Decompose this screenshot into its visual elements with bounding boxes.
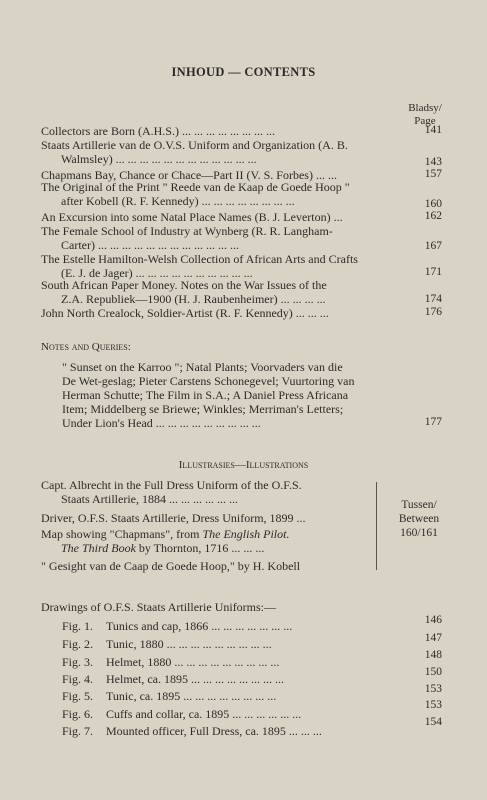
toc-page-8: 174	[424, 293, 442, 305]
toc-page-3: 157	[424, 168, 442, 180]
fig-4: Fig. 4. Helmet, ca. 1895 ... ... ... ... ... ... ... ...	[62, 672, 284, 686]
toc-entry-8: South African Paper Money. Notes on the War Issues of the Z.A. Republiek—1900 (H. J. Raubenheimer) ... ... ... ...	[41, 278, 327, 306]
fig-1-page: 146	[424, 614, 442, 626]
fig-3: Fig. 3. Helmet, 1880 ... ... ... ... ... ... ... ... ...	[62, 655, 280, 669]
fig-7-page: 154	[424, 716, 442, 728]
page-title: INHOUD — CONTENTS	[171, 65, 316, 79]
fig-2-page: 147	[424, 632, 442, 644]
toc-page-6: 167	[424, 240, 442, 252]
toc-page-2: 143	[424, 156, 442, 168]
toc-entry-2: Staats Artillerie van de O.V.S. Uniform and Organization (A. B. Walmsley) ... ... ... ... ... ... ... ... ... ... ... ...	[41, 138, 348, 166]
toc-entry-1: Collectors are Born (A.H.S.) ... ... ... ... ... ... ... ...	[41, 124, 275, 138]
fig-2: Fig. 2. Tunic, 1880 ... ... ... ... ... ... ... ... ...	[62, 637, 272, 651]
toc-entry-5: An Excursion into some Natal Place Names (B. J. Leverton) ...	[41, 210, 343, 224]
drawings-heading: Drawings of O.F.S. Staats Artillerie Uniforms:—	[41, 600, 277, 614]
fig-7: Fig. 7. Mounted officer, Full Dress, ca. 1895 ... ... ...	[62, 724, 322, 738]
toc-page-1: 141	[424, 124, 442, 136]
illustration-3: Map showing "Chapmans", from The English Pilot. The Third Book by Thornton, 1716 ... ... ...	[41, 527, 290, 555]
illustration-1: Capt. Albrecht in the Full Dress Uniform of the O.F.S. Staats Artillerie, 1884 ... ... ... ... ... ...	[41, 478, 302, 506]
toc-page-5: 162	[424, 210, 442, 222]
illustration-4: " Gesight van de Caap de Goede Hoop," by H. Kobell	[41, 559, 301, 573]
toc-page-4: 160	[424, 198, 442, 210]
between-pages: Tussen/ Between 160/161	[398, 499, 440, 539]
fig-1: Fig. 1. Tunics and cap, 1866 ... ... ... ... ... ... ...	[62, 619, 293, 633]
fig-5: Fig. 5. Tunic, ca. 1895 ... ... ... ... ... ... ... ...	[62, 689, 277, 703]
header-line-2: Page	[414, 115, 436, 127]
illustrations-heading: Illustrasies—Illustrations	[178, 459, 309, 471]
fig-6: Fig. 6. Cuffs and collar, ca. 1895 ... ... ... ... ... ...	[62, 707, 302, 721]
notes-body: " Sunset on the Karroo "; Natal Plants; Voorvaders van die De Wet-geslag; Pieter Carstens Schonegevel; Vuurtoring van Herman Schutte; The Film in S.A.; A Daniel Press Africana Item; Middelberg se Briewe; Winkles; Merriman's Letters; Under Lion's Head ... ... ... ... ... ... ... ... ...	[62, 360, 355, 430]
fig-3-page: 148	[424, 649, 442, 661]
toc-entry-4: The Original of the Print " Reede van de Kaap de Goede Hoop " after Kobell (R. F. Kennedy) ... ... ... ... ... ... ... ...	[41, 180, 350, 208]
fig-6-page: 153	[424, 699, 442, 711]
fig-5-page: 153	[424, 683, 442, 695]
fig-4-page: 150	[424, 666, 442, 678]
header-line-1: Bladsy/	[408, 102, 442, 114]
toc-entry-7: The Estelle Hamilton-Welsh Collection of African Arts and Crafts (E. J. de Jager) ... ... ... ... ... ... ... ... ... ...	[41, 252, 358, 280]
toc-entry-9: John North Crealock, Soldier-Artist (R. F. Kennedy) ... ... ...	[41, 306, 329, 320]
toc-entry-3: Chapmans Bay, Chance or Chace—Part II (V. S. Forbes) ... ...	[41, 168, 337, 182]
illustrations-bracket-line	[376, 482, 377, 570]
toc-page-7: 171	[424, 266, 442, 278]
notes-page: 177	[424, 416, 442, 428]
illustration-2: Driver, O.F.S. Staats Artillerie, Dress Uniform, 1899 ...	[41, 511, 306, 525]
toc-entry-6: The Female School of Industry at Wynberg (R. R. Langham- Carter) ... ... ... ... ... ... ... ... ... ... ... ...	[41, 224, 333, 252]
notes-heading: Notes and Queries:	[41, 341, 131, 353]
toc-page-9: 176	[424, 306, 442, 318]
